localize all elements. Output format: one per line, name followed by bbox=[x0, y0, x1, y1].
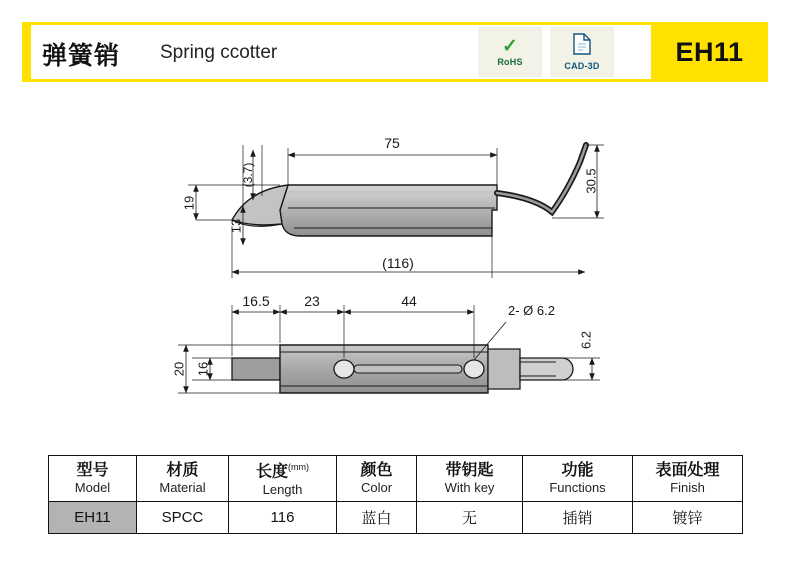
col-color bbox=[337, 456, 417, 502]
col-length-cn: 长度$^{(mm)}$ bbox=[255, 462, 309, 481]
table-row bbox=[49, 502, 743, 534]
badge-group bbox=[478, 27, 618, 77]
dim-30.5: 30.5 bbox=[583, 168, 599, 194]
col-finish-cn: 表面处理 bbox=[655, 461, 720, 479]
dim-20: 20 bbox=[171, 361, 187, 377]
top-slot bbox=[354, 365, 462, 373]
cell-material: SPCC bbox=[137, 502, 229, 534]
col-finish-en: Finish bbox=[670, 479, 705, 495]
col-functions-en: Functions bbox=[549, 479, 606, 495]
col-functions bbox=[523, 456, 633, 502]
col-length bbox=[229, 456, 337, 502]
cell-length: 116 bbox=[229, 502, 337, 534]
col-functions-cn: 功能 bbox=[561, 461, 594, 479]
col-material bbox=[137, 456, 229, 502]
dim-23: 23 bbox=[304, 293, 320, 309]
col-withkey-cn: 带钥匙 bbox=[445, 461, 494, 479]
rohs-badge[interactable] bbox=[478, 27, 542, 77]
page-header bbox=[0, 22, 790, 82]
product-code-box bbox=[651, 22, 768, 82]
dim-19: 19 bbox=[181, 195, 197, 211]
page-title-en: Spring ccotter bbox=[160, 42, 278, 63]
side-view bbox=[181, 135, 604, 278]
spec-table bbox=[48, 455, 743, 534]
check-icon: ✓ bbox=[502, 35, 518, 57]
top-pin bbox=[520, 358, 573, 380]
col-withkey bbox=[417, 456, 523, 502]
dim-hole: 2- Ø 6.2 bbox=[508, 303, 555, 318]
hole-right bbox=[464, 360, 484, 378]
header-accent-block bbox=[22, 22, 31, 82]
col-finish bbox=[633, 456, 743, 502]
cell-color: 蓝白 bbox=[337, 502, 417, 534]
cell-finish: 镀锌 bbox=[633, 502, 743, 534]
top-tail bbox=[232, 358, 280, 380]
col-length-unit: (mm) bbox=[288, 462, 309, 473]
dim-75: 75 bbox=[384, 135, 400, 151]
dim-44: 44 bbox=[401, 293, 417, 309]
top-latch-block bbox=[488, 349, 520, 389]
col-color-en: Color bbox=[360, 479, 393, 495]
cad-badge-label: CAD-3D bbox=[564, 61, 600, 71]
col-length-en: Length bbox=[262, 481, 303, 497]
document-icon bbox=[572, 33, 592, 60]
col-withkey-en: With key bbox=[444, 479, 495, 495]
table-header-row bbox=[49, 456, 743, 502]
drawing-svg bbox=[0, 100, 790, 440]
col-model-en: Model bbox=[74, 479, 111, 495]
top-view bbox=[171, 293, 600, 393]
technical-drawing bbox=[0, 100, 790, 440]
dim-116: (116) bbox=[382, 255, 414, 271]
dim-13: 13 bbox=[228, 218, 244, 234]
col-model bbox=[49, 456, 137, 502]
dim-3.7: (3.7) bbox=[241, 162, 256, 188]
dim-16: 16 bbox=[195, 361, 211, 377]
dim-6.2: 6.2 bbox=[578, 330, 594, 350]
cad-badge[interactable] bbox=[550, 27, 614, 77]
product-code: EH11 bbox=[675, 36, 744, 67]
col-material-en: Material bbox=[159, 479, 206, 495]
dim-16.5: 16.5 bbox=[242, 293, 270, 309]
cell-model: EH11 bbox=[49, 502, 137, 534]
cell-withkey: 无 bbox=[417, 502, 523, 534]
col-material-cn: 材质 bbox=[166, 461, 199, 479]
page-title-cn: 弹簧销 bbox=[42, 42, 121, 70]
cell-functions: 插销 bbox=[523, 502, 633, 534]
col-model-cn: 型号 bbox=[76, 461, 109, 479]
spec-table-wrapper bbox=[48, 455, 742, 534]
col-color-cn: 颜色 bbox=[360, 461, 393, 479]
rohs-badge-label: RoHS bbox=[497, 56, 523, 67]
hole-left bbox=[334, 360, 354, 378]
